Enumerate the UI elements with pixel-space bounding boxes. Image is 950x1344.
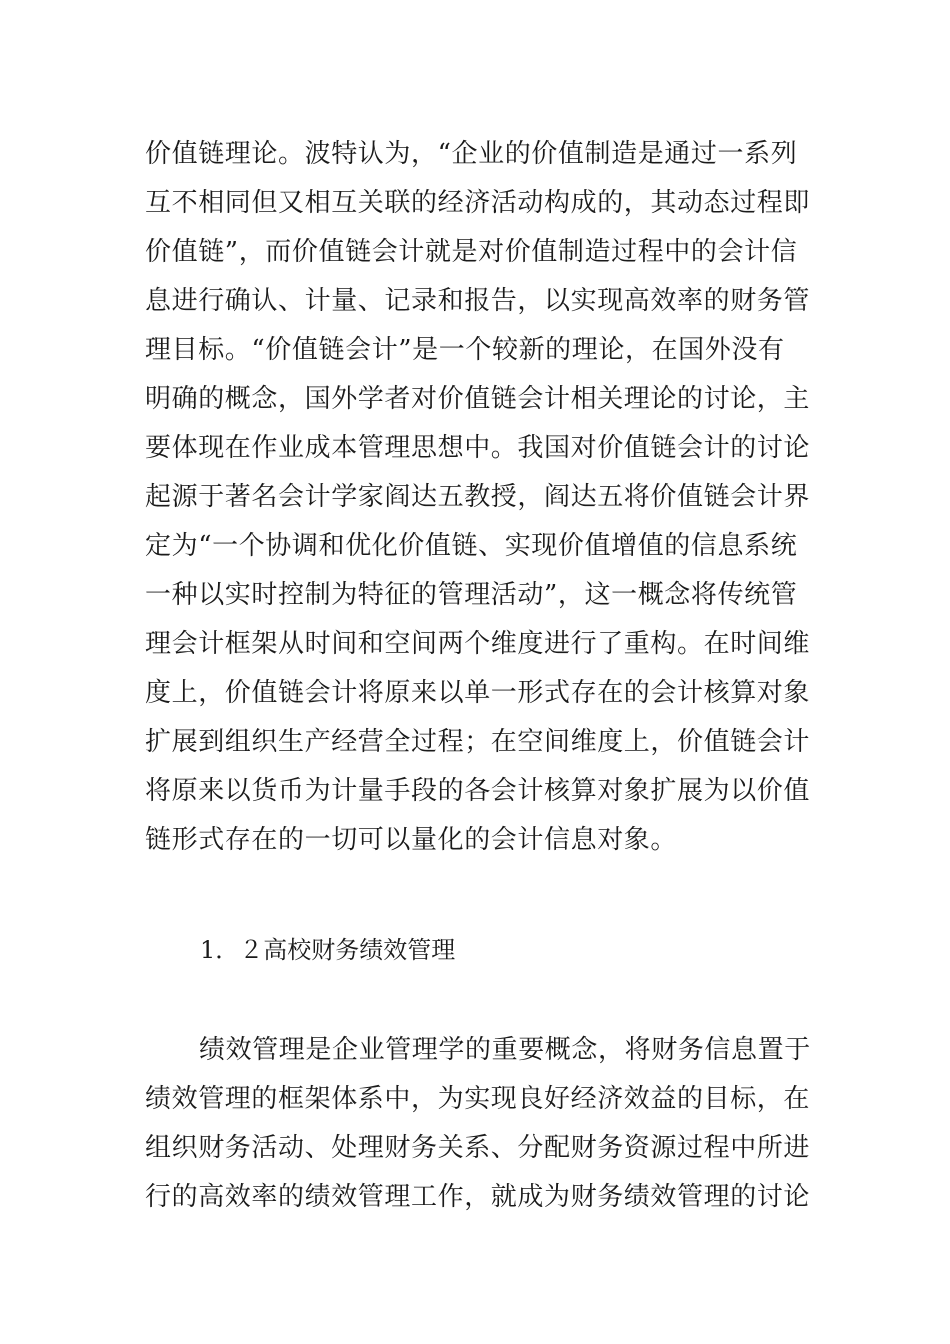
- paragraph-line: 将原来以货币为计量手段的各会计核算对象扩展为以价值: [145, 776, 811, 806]
- paragraph-line: 理目标。“价值链会计”是一个较新的理论，在国外没有: [145, 335, 785, 365]
- paragraph-line: 价值链理论。波特认为，“企业的价值制造是通过一系列: [145, 139, 798, 169]
- paragraph-line: 明确的概念，国外学者对价值链会计相关理论的讨论，主: [145, 384, 811, 414]
- paragraph-line: 定为“一个协调和优化价值链、实现价值增值的信息系统: [145, 531, 798, 561]
- paragraph-line: 扩展到组织生产经营全过程；在空间维度上，价值链会计: [145, 727, 811, 757]
- paragraph-line: 链形式存在的一切可以量化的会计信息对象。: [145, 825, 678, 855]
- paragraph-line: 息进行确认、计量、记录和报告，以实现高效率的财务管: [145, 286, 811, 316]
- paragraph-line: 价值链”，而价值链会计就是对价值制造过程中的会计信: [145, 237, 798, 267]
- paragraph-line: 绩效管理是企业管理学的重要概念，将财务信息置于: [199, 1035, 811, 1065]
- paragraph-line: 理会计框架从时间和空间两个维度进行了重构。在时间维: [145, 629, 811, 659]
- paragraph-line: 绩效管理的框架体系中，为实现良好经济效益的目标，在: [145, 1084, 811, 1114]
- section-heading: 1．２高校财务绩效管理: [200, 936, 456, 964]
- paragraph-line: 行的高效率的绩效管理工作，就成为财务绩效管理的讨论: [145, 1182, 811, 1212]
- paragraph-line: 一种以实时控制为特征的管理活动”，这一概念将传统管: [145, 580, 798, 610]
- paragraph-line: 度上，价值链会计将原来以单一形式存在的会计核算对象: [145, 678, 811, 708]
- paragraph-line: 互不相同但又相互关联的经济活动构成的，其动态过程即: [145, 188, 811, 218]
- paragraph-line: 要体现在作业成本管理思想中。我国对价值链会计的讨论: [145, 433, 811, 463]
- paragraph-performance-management: [145, 1026, 810, 1222]
- paragraph-line: 起源于著名会计学家阎达五教授，阎达五将价值链会计界: [145, 482, 811, 512]
- paragraph-value-chain: [145, 130, 810, 865]
- paragraph-line: 组织财务活动、处理财务关系、分配财务资源过程中所进: [145, 1133, 811, 1163]
